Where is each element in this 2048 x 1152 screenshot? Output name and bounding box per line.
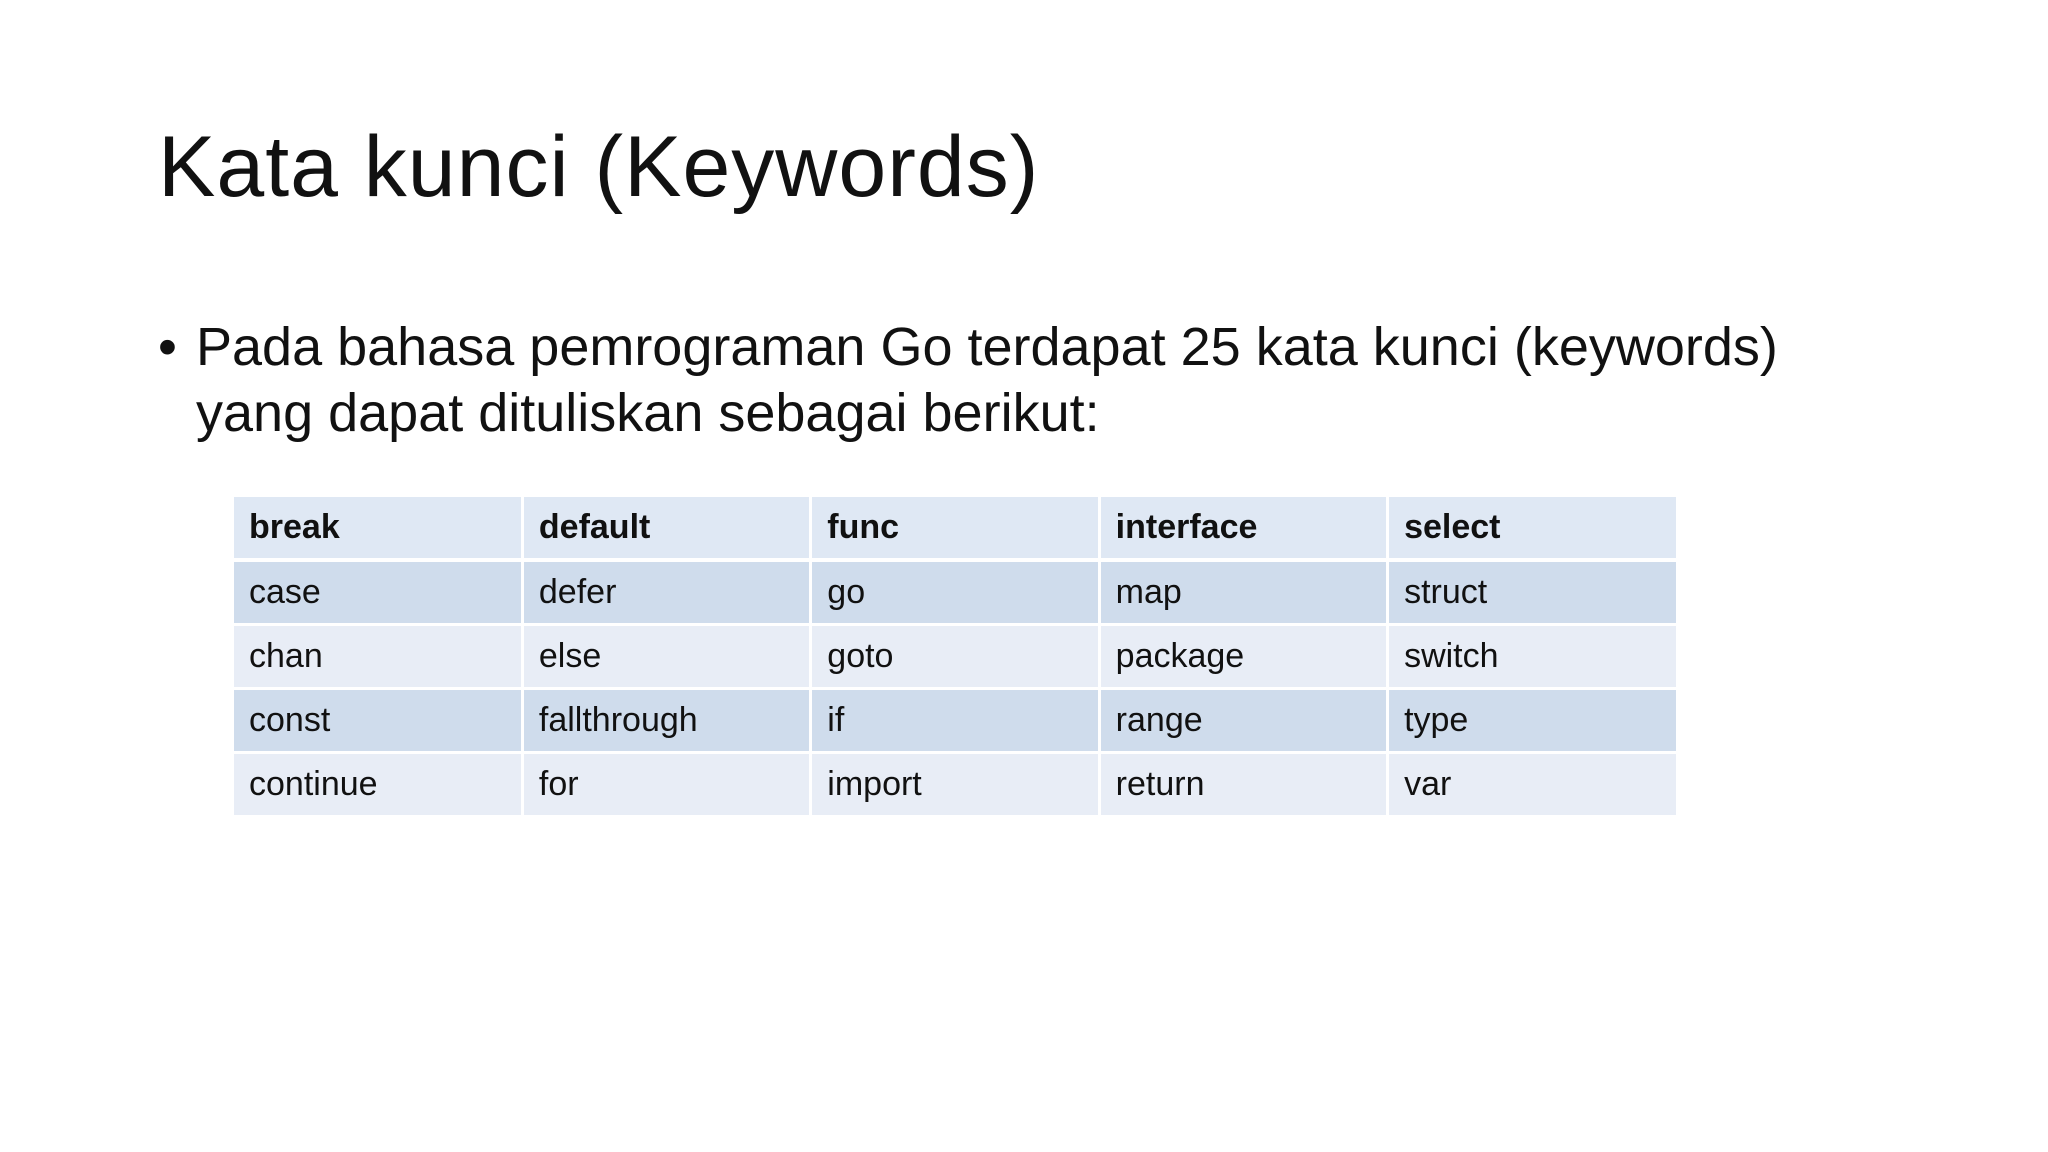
bullet-text-line-2: yang dapat dituliskan sebagai berikut: [196,383,1100,443]
table-cell: goto [811,625,1099,689]
table-row [234,689,1676,753]
bullet-marker: • [158,317,177,377]
table-header-cell: select [1388,497,1676,560]
table-row [234,625,1676,689]
keywords-table [234,497,1676,818]
table-row [234,753,1676,817]
slide-title: Kata kunci (Keywords) [158,119,1040,215]
table-cell: else [522,625,810,689]
table-header-cell: default [522,497,810,560]
table-cell: const [234,689,522,753]
table-cell: var [1388,753,1676,817]
table-header-row [234,497,1676,560]
table-cell: switch [1388,625,1676,689]
table-cell: case [234,560,522,625]
bullet-text [196,314,1856,446]
table-cell: struct [1388,560,1676,625]
table-cell: fallthrough [522,689,810,753]
table-cell: continue [234,753,522,817]
table-cell: defer [522,560,810,625]
table-cell: chan [234,625,522,689]
table-header-cell: break [234,497,522,560]
table-cell: range [1099,689,1387,753]
table-cell: package [1099,625,1387,689]
table-row [234,560,1676,625]
table-cell: map [1099,560,1387,625]
table-cell: if [811,689,1099,753]
table-cell: go [811,560,1099,625]
table-cell: for [522,753,810,817]
table-cell: import [811,753,1099,817]
table-cell: type [1388,689,1676,753]
bullet-text-line-1: Pada bahasa pemrograman Go terdapat 25 kata kunci (keywords) [196,317,1778,377]
table-header-cell: func [811,497,1099,560]
table-header-cell: interface [1099,497,1387,560]
table-cell: return [1099,753,1387,817]
